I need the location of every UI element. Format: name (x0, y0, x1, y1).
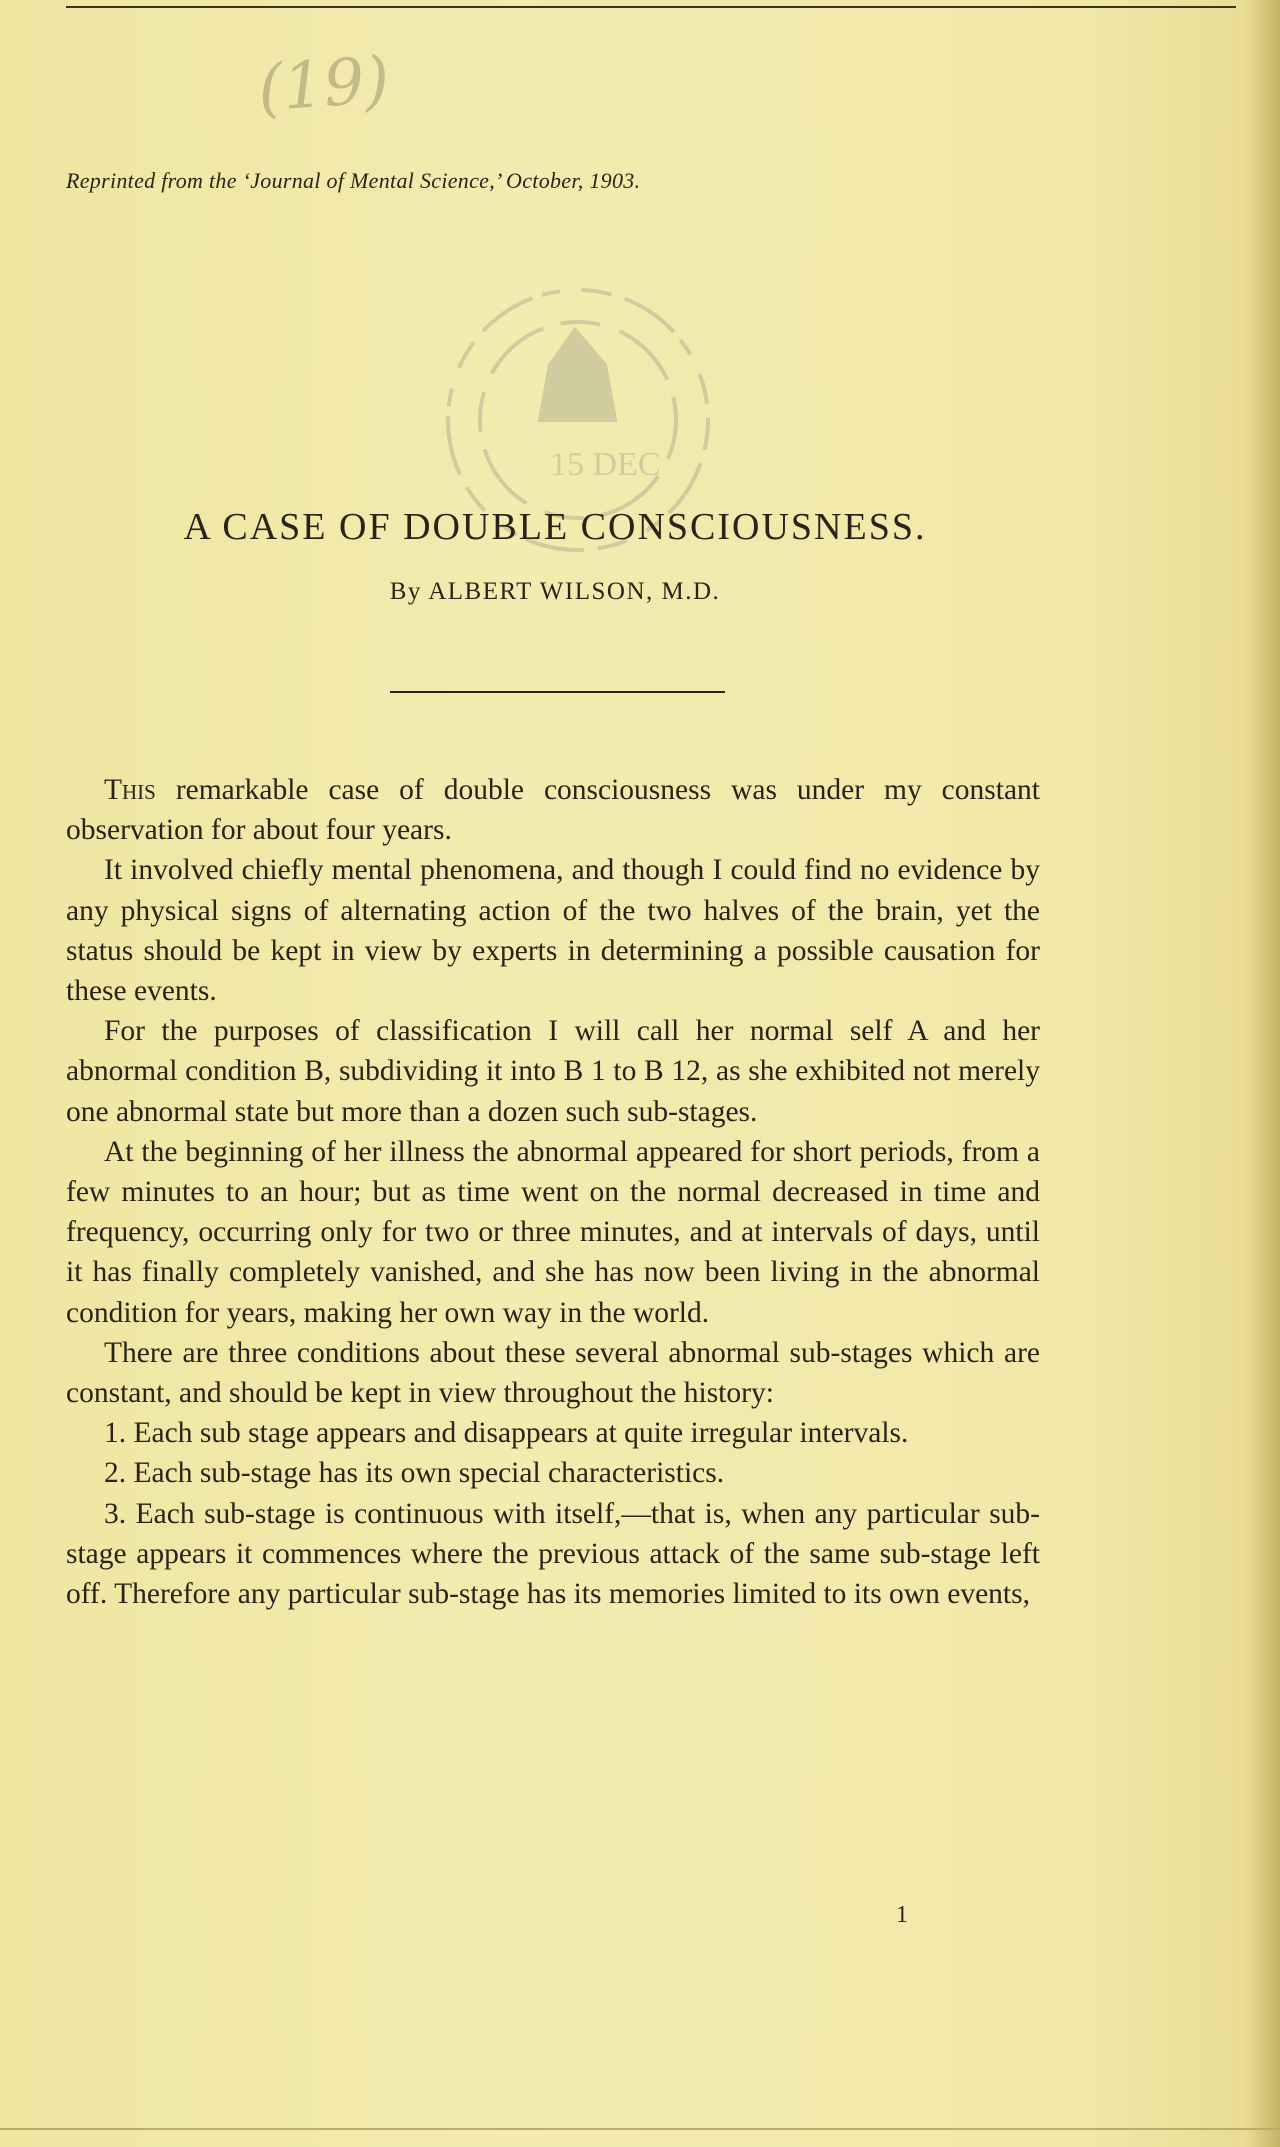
paragraph-lead-word: This (104, 774, 156, 806)
top-rule (66, 6, 1236, 8)
list-item-3: 3. Each sub-stage is continuous with itself,—that is, when any particular sub-stage appears it commences where the previous attack of the same sub-stage left off. Therefore any particular sub-stage has its memories limited to its own events, (66, 1497, 1040, 1611)
page-number: 1 (896, 1902, 908, 1928)
bottom-rule (0, 2128, 1280, 2130)
paragraph-1 (66, 770, 1040, 850)
article-body (66, 770, 1040, 1614)
article-byline: By ALBERT WILSON, M.D. (389, 578, 721, 605)
paragraph-4: At the beginning of her illness the abnormal appeared for short periods, from a few minutes to an hour; but as time went on the normal decreased in time and frequency, occurring only for two or three minutes, and at intervals of days, until it has finally completely vanished, and she has now been living in the abnormal condition for years, making her own way in the world. (66, 1135, 1040, 1329)
paragraph-1-text: remarkable case of double consciousness was under my constant observation for about four years. (66, 774, 1040, 847)
list-item-1: 1. Each sub stage appears and disappears at quite irregular intervals. (104, 1417, 909, 1450)
list-item-2: 2. Each sub-stage has its own special characteristics. (104, 1457, 725, 1490)
pencil-annotation: (19) (255, 43, 392, 127)
paragraph-3: For the purposes of classification I will call her normal self A and her abnormal condition B, subdividing it into B 1 to B 12, as she exhibited not merely one abnormal state but more than a dozen such sub-stages. (66, 1015, 1040, 1128)
svg-text:15 DEC: 15 DEC (550, 446, 661, 483)
reprint-note: Reprinted from the ‘Journal of Mental Science,’ October, 1903. (66, 168, 641, 193)
page-edge-shadow (1250, 0, 1280, 2147)
paragraph-2: It involved chiefly mental phenomena, and though I could find no evidence by any physical signs of alternating action of the two halves of the brain, yet the status should be kept in view by experts in determining a possible causation for these events. (66, 854, 1040, 1008)
article-title: A CASE OF DOUBLE CONSCIOUSNESS. (183, 506, 927, 548)
paragraph-5: There are three conditions about these several abnormal sub-stages which are constant, and should be kept in view throughout the history: (66, 1336, 1040, 1410)
title-divider (390, 691, 725, 693)
